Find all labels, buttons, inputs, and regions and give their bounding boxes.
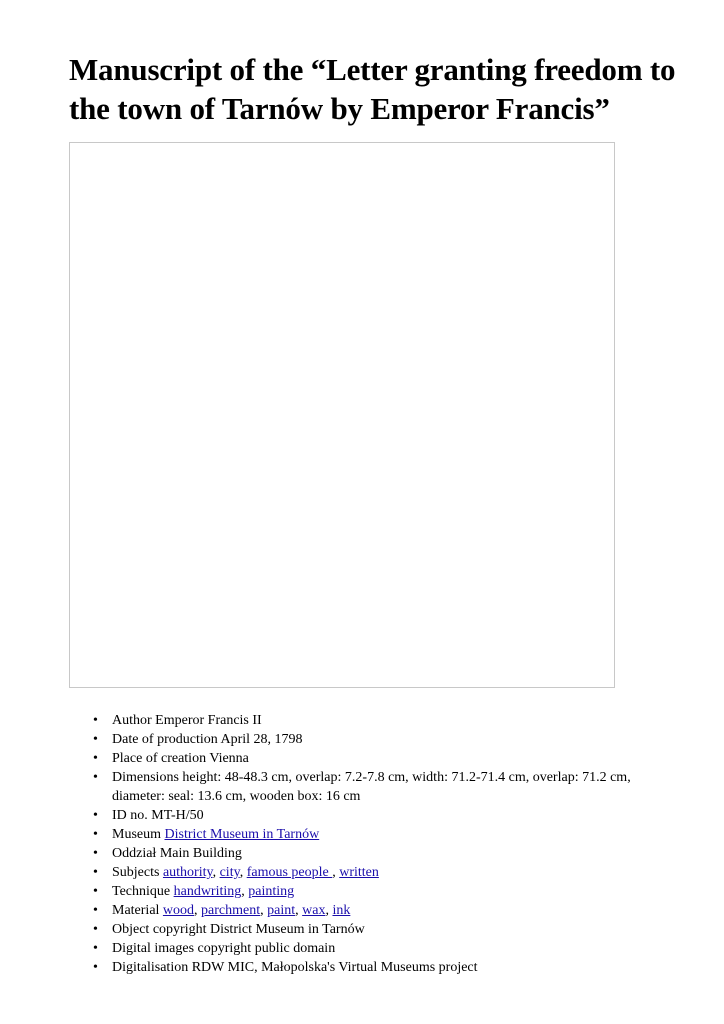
- metadata-list: [112, 711, 672, 977]
- meta-author: [112, 711, 672, 730]
- meta-label: Place of creation: [112, 751, 207, 766]
- meta-museum: [112, 825, 672, 844]
- meta-label: Date of production: [112, 732, 218, 747]
- artwork-image-placeholder: [69, 142, 615, 688]
- meta-object-copyright: [112, 920, 672, 939]
- material-link-wax[interactable]: wax: [302, 903, 326, 918]
- meta-value: April 28, 1798: [220, 732, 303, 747]
- meta-branch: [112, 844, 672, 863]
- meta-value: RDW MIC, Małopolska's Virtual Museums project: [191, 960, 478, 975]
- meta-value: Main Building: [159, 846, 242, 861]
- material-link-paint[interactable]: paint: [267, 903, 296, 918]
- meta-digitalisation: [112, 958, 672, 977]
- meta-label: Museum: [112, 827, 161, 842]
- meta-place: [112, 749, 672, 768]
- meta-image-copyright: [112, 939, 672, 958]
- meta-technique: • Technique handwriting, painting: [112, 882, 672, 901]
- meta-value: public domain: [254, 941, 336, 956]
- meta-label: ID no.: [112, 808, 148, 823]
- meta-value: Vienna: [209, 751, 249, 766]
- subject-link-written[interactable]: written: [339, 865, 379, 880]
- technique-link-handwriting[interactable]: handwriting: [173, 884, 242, 899]
- meta-value: MT-H/50: [151, 808, 204, 823]
- meta-label: Digital images copyright: [112, 941, 252, 956]
- meta-value: Emperor Francis II: [155, 713, 262, 728]
- meta-dimensions: [112, 768, 672, 806]
- meta-material: • Material wood, parchment, paint, wax, ink: [112, 901, 672, 920]
- material-link-ink[interactable]: ink: [332, 903, 351, 918]
- subject-link-city[interactable]: city: [219, 865, 240, 880]
- meta-id: [112, 806, 672, 825]
- meta-label: Technique: [112, 884, 171, 899]
- technique-link-painting[interactable]: painting: [248, 884, 295, 899]
- meta-label: Material: [112, 903, 160, 918]
- meta-subjects: • Subjects authority, city, famous people , written: [112, 863, 672, 882]
- page-title: Manuscript of the “Letter granting freedom to the town of Tarnów by Emperor Francis”: [69, 52, 676, 126]
- material-link-parchment[interactable]: parchment: [201, 903, 261, 918]
- meta-value: District Museum in Tarnów: [209, 922, 365, 937]
- meta-label: Author: [112, 713, 152, 728]
- subject-link-authority[interactable]: authority: [162, 865, 213, 880]
- material-link-wood[interactable]: wood: [162, 903, 195, 918]
- meta-label: Dimensions: [112, 770, 179, 785]
- meta-label: Digitalisation: [112, 960, 189, 975]
- meta-label: Subjects: [112, 865, 160, 880]
- meta-date: [112, 730, 672, 749]
- meta-label: Oddział: [112, 846, 157, 861]
- subject-link-famous-people[interactable]: famous people: [246, 865, 333, 880]
- museum-link[interactable]: District Museum in Tarnów: [164, 827, 320, 842]
- meta-label: Object copyright: [112, 922, 207, 937]
- meta-value: height: 48-48.3 cm, overlap: 7.2-7.8 cm, width: 71.2-71.4 cm, overlap: 71.2 cm, diameter: seal: 13.6 cm, wooden box: 16 cm: [112, 770, 631, 804]
